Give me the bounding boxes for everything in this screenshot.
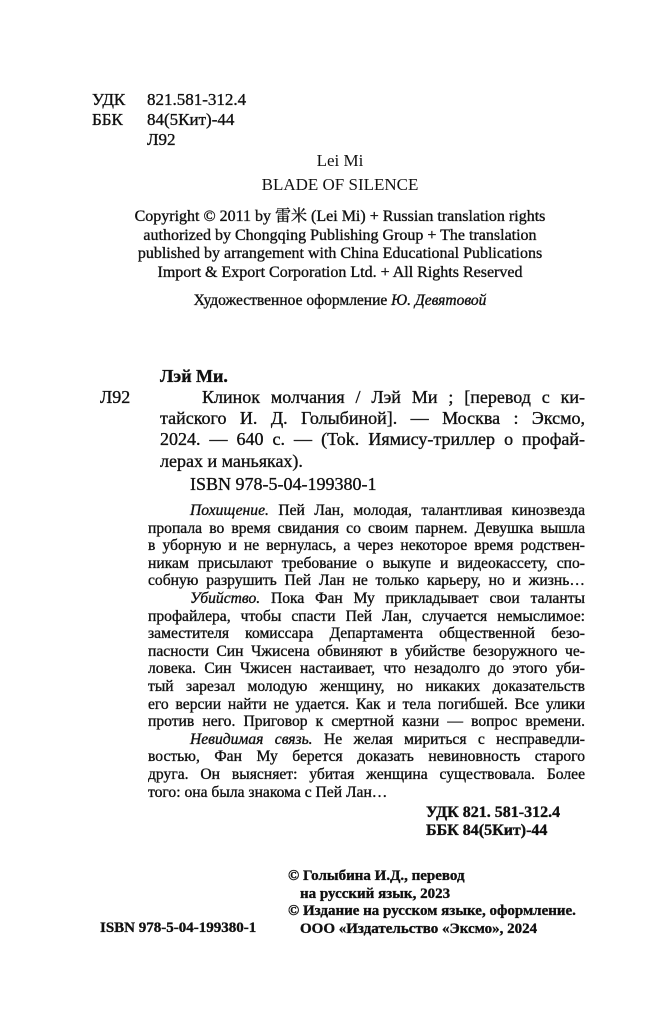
catalog-line: тайского И. Д. Голыбиной]. — Москва : Эксмо, <box>160 408 585 429</box>
original-author: Lei Mi <box>316 151 364 170</box>
abstract <box>148 502 585 801</box>
abstract-line: в уборную и не вернулась, а через некоторое время родствен- <box>148 537 585 555</box>
footer-isbn: ISBN 978-5-04-199380-1 <box>100 920 257 936</box>
copyright-line: published by arrangement with China Educational Publications <box>137 245 543 262</box>
abstract-line: ловека. Син Чжисен настаивает, что незадолго до этого уби- <box>148 660 585 678</box>
abstract-lead: Похищение. <box>190 502 269 519</box>
bbk-code: 84(5Кит)-44 <box>147 110 235 129</box>
design-credit-name: Ю. Девятовой <box>391 292 487 309</box>
catalog-line: Клинок молчания / Лэй Ми ; [перевод с ки- <box>202 387 585 407</box>
abstract-line: профайлера, чтобы спасти Пей Лан, случается немыслимое: <box>148 607 585 625</box>
copyright-line: ООО «Издательство «Эксмо», 2024 <box>300 920 538 937</box>
catalog-isbn: ISBN 978-5-04-199380-1 <box>190 474 377 494</box>
abstract-lead: Убийство. <box>190 589 261 607</box>
abstract-line: Похищение. Пей Лан, молодая, талантливая кинозвезда <box>190 502 585 519</box>
copyright-line: на русский язык, 2023 <box>300 885 451 902</box>
abstract-line: того: она была знакома с Пей Лан… <box>148 783 388 801</box>
udk-code: 821.581-312.4 <box>147 90 247 109</box>
abstract-line: Невидимая связь. Не желая мириться с несправедли- <box>190 730 585 748</box>
abstract-line: никам присылают требование о выкупе и видеокассету, спо- <box>148 554 585 572</box>
abstract-line: востью, Фан Му берется доказать невиновность старого <box>148 748 585 766</box>
abstract-line: тый зарезал молодую женщину, но никаких доказательств <box>148 677 585 695</box>
copyright-line: authorized by Chongqing Publishing Group + The translation <box>143 226 537 244</box>
bbk-label: ББК <box>92 110 123 129</box>
catalog-line: лерах и маньяках). <box>160 450 303 471</box>
footer-codes <box>426 804 560 839</box>
design-credit <box>90 292 590 310</box>
abstract-line: Убийство. Пока Фан Му прикладывает свои таланты <box>190 589 585 607</box>
copyright-notice <box>90 208 590 282</box>
abstract-line: пропала во время свидания со своим парнем. Девушка вышла <box>148 519 585 537</box>
catalog-author-mark: Л92 <box>100 387 131 407</box>
abstract-line: против него. Приговор к смертной казни — вопрос времени. <box>148 713 585 731</box>
abstract-line: его версии найти не удается. Как и тела погибшей. Все улики <box>148 695 585 713</box>
author-mark: Л92 <box>147 130 176 149</box>
udk-label: УДК <box>92 90 126 109</box>
footer-udk: УДК 821. 581-312.4 <box>426 804 561 821</box>
abstract-lead: Невидимая связь. <box>190 730 313 748</box>
classification-block <box>92 90 246 150</box>
copyright-line: Copyright © 2011 by 雷米 (Lei Mi) + Russian translation rights <box>134 208 546 225</box>
catalog-entry <box>160 387 585 472</box>
original-title: BLADE OF SILENCE <box>261 175 419 194</box>
abstract-line: заместителя комиссара Департамента общественной безо- <box>148 625 585 643</box>
copyright-line: © Голыбина И.Д., перевод <box>288 868 465 884</box>
abstract-line: собную разрушить Пей Лан не только карьеру, но и жизнь… <box>148 572 585 590</box>
footer-bbk: ББК 84(5Кит)-44 <box>426 821 548 839</box>
abstract-line: друга. Он выясняет: убитая женщина существовала. Более <box>148 765 585 783</box>
copyright-line: © Издание на русском языке, оформление. <box>288 903 576 919</box>
copyright-line: Import & Export Corporation Ltd. + All Rights Reserved <box>157 263 523 281</box>
catalog-heading: Лэй Ми. <box>160 366 228 386</box>
abstract-line: пасности Син Чжисена обвиняют в убийстве безоружного че- <box>148 642 585 660</box>
catalog-line: 2024. — 640 с. — (Tok. Иямису-триллер о профай- <box>160 429 585 450</box>
design-credit-label: Художественное оформление <box>193 292 388 309</box>
footer-copyrights <box>288 868 576 938</box>
